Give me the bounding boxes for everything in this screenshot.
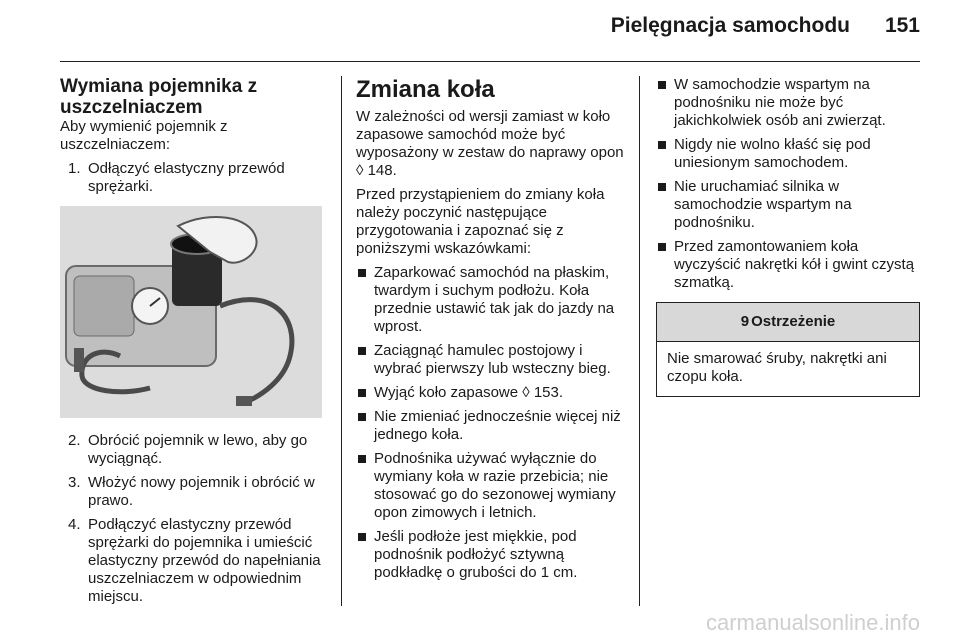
list-item: Zaciągnąć hamulec postojowy i wybrać pierwszy lub wsteczny bieg. <box>356 342 624 378</box>
list-item: Podnośnika używać wyłącznie do wymiany koła w razie przebicia; nie stosować go do sezonowej wymiany opon zimowych i letnich. <box>356 450 624 522</box>
list-item: Wyjąć koło zapasowe ◊ 153. <box>356 384 624 402</box>
section-heading-sealant: Wymiana pojemnika z uszczelniaczem <box>60 76 258 118</box>
list-item: W samochodzie wspartym na podnośniku nie może być jakichkolwiek osób ani zwierząt. <box>656 76 920 130</box>
header-title: Pielęgnacja samochodu <box>610 14 850 37</box>
list-item: 4. Podłączyć elastyczny przewód sprężarki do pojemnika i umieścić elastyczny przewód do napełniania uszczelniaczem w odpowiednim miejscu. <box>68 516 321 605</box>
list-item: 3. Włożyć nowy pojemnik i obrócić w prawo. <box>68 474 315 509</box>
header-rule <box>60 61 920 62</box>
warning-title: Ostrzeżenie <box>751 313 836 330</box>
compressor-illustration <box>60 206 322 418</box>
warning-header <box>657 303 919 342</box>
column-2 <box>356 76 624 588</box>
watermark: carmanualsonline.info <box>705 610 920 635</box>
list-item: Zaparkować samochód na płaskim, twardym i suchym podłożu. Koła przednie ustawić tak jak do jazdy na wprost. <box>356 264 624 336</box>
section-heading-wheel-change: Zmiana koła <box>356 76 495 103</box>
column-divider-1 <box>341 76 342 606</box>
intro-text: Aby wymienić pojemnik z uszczelniaczem: <box>60 118 228 153</box>
warning-box <box>656 302 920 397</box>
steps-list-continued <box>60 432 326 606</box>
list-item: Nigdy nie wolno kłaść się pod uniesionym samochodem. <box>656 136 920 172</box>
precautions-list <box>356 264 624 582</box>
list-item: 2. Obrócić pojemnik w lewo, aby go wyciągnąć. <box>68 432 308 467</box>
page-number: 151 <box>884 14 920 37</box>
column-divider-2 <box>639 76 640 606</box>
paragraph: W zależności od wersji zamiast w koło zapasowe samochód może być wyposażony w zestaw do naprawy opon ◊ 148. <box>356 108 624 179</box>
column-1 <box>60 76 326 612</box>
list-item: Nie zmieniać jednocześnie więcej niż jednego koła. <box>356 408 624 444</box>
list-item: Przed zamontowaniem koła wyczyścić nakrętki kół i gwint czystą szmatką. <box>656 238 920 292</box>
list-item: Jeśli podłoże jest miękkie, pod podnośnik podłożyć sztywną podkładkę o grubości do 1 cm. <box>356 528 624 582</box>
paragraph: Przed przystąpieniem do zmiany koła należy poczynić następujące przygotowania i zapoznać się z poniższymi wskazówkami: <box>356 186 605 257</box>
steps-list <box>60 160 326 196</box>
precautions-list-continued <box>656 76 920 292</box>
column-3 <box>656 76 920 397</box>
list-item: Nie uruchamiać silnika w samochodzie wspartym na podnośniku. <box>656 178 920 232</box>
warning-triangle-icon: 9 <box>740 313 750 330</box>
list-item: 1. Odłączyć elastyczny przewód sprężarki. <box>68 160 285 195</box>
warning-text: Nie smarować śruby, nakrętki ani czopu koła. <box>667 350 887 385</box>
